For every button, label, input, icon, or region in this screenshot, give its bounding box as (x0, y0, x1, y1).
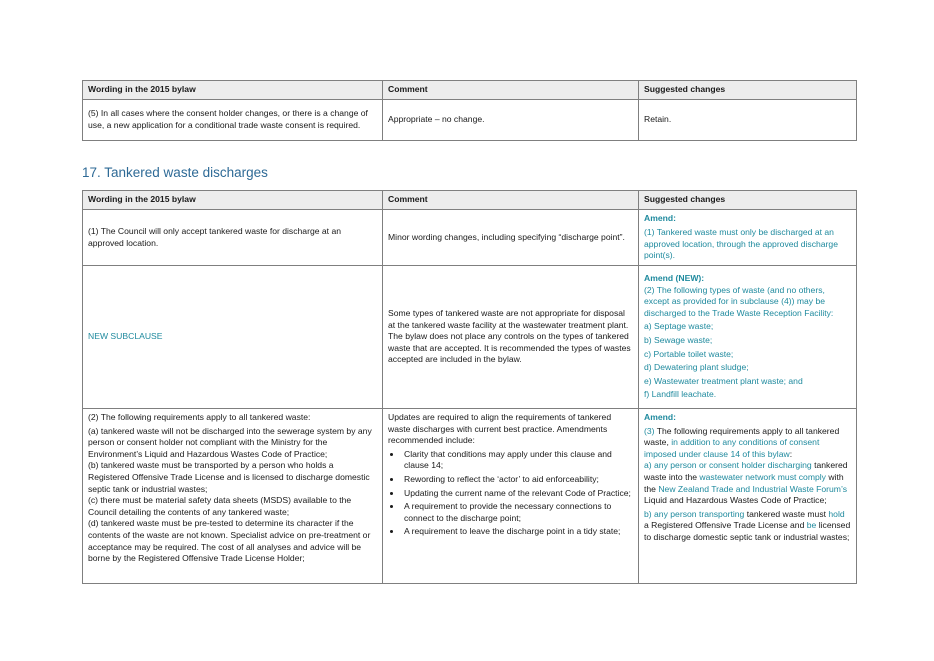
comment-cell: Minor wording changes, including specifying “discharge point”. (383, 210, 639, 266)
table-row (83, 100, 857, 141)
wording-intro: (2) The following requirements apply to all tankered waste: (88, 412, 311, 422)
header-suggested: Suggested changes (639, 81, 857, 100)
wording-item-a: (a) tankered waste will not be discharged into the sewerage system by any person or consent holder not compliant with the Ministry for the Environment’s Liquid and Hazardous Wastes Code of Practice; (88, 425, 372, 459)
amend-label: Amend (NEW): (644, 273, 705, 284)
suggested-cell: Retain. (639, 100, 857, 141)
list-item: • A requirement to leave the discharge point in a tidy state; (402, 526, 633, 538)
comment-bullet-list (388, 449, 633, 538)
list-item: d) Dewatering plant sludge; (644, 362, 749, 373)
amend-label: Amend: (644, 213, 676, 224)
header-wording: Wording in the 2015 bylaw (83, 191, 383, 210)
suggested-text: (1) Tankered waste must only be discharged at an approved location, through the approved discharge point(s). (644, 226, 838, 261)
comment-cell: Appropriate – no change. (383, 100, 639, 141)
list-item: a) Septage waste; (644, 321, 714, 332)
list-item: b) Sewage waste; (644, 335, 713, 345)
header-wording: Wording in the 2015 bylaw (83, 81, 383, 100)
tankered-waste-table (82, 190, 857, 584)
wording-item-c: (c) there must be material safety data sheets (MSDS) available to the Council detailing the contents of any tankered waste; (88, 495, 352, 517)
list-item: f) Landfill leachate. (644, 389, 717, 400)
list-item: • A requirement to provide the necessary connections to connect to the discharge point; (402, 501, 633, 524)
suggested-intro: (3) The following requirements apply to all tankered waste, in addition to any conditions of consent imposed under clause 14 of this bylaw: (644, 425, 840, 459)
suggested-item-b: b) any person transporting tankered waste must hold a Registered Offensive Trade License and be licensed to discharge domestic septic tank or industrial wastes; (644, 508, 851, 542)
wording-cell (83, 409, 383, 584)
suggested-cell (639, 210, 857, 266)
list-item: c) Portable toilet waste; (644, 348, 734, 359)
wording-cell: (1) The Council will only accept tankered waste for discharge at an approved location. (83, 210, 383, 266)
list-item: • Rewording to reflect the ‘actor’ to aid enforceability; (402, 474, 633, 486)
wording-cell: NEW SUBCLAUSE (83, 266, 383, 409)
section-heading: 17. Tankered waste discharges (82, 165, 268, 180)
list-item: • Updating the current name of the relevant Code of Practice; (402, 488, 633, 500)
header-comment: Comment (383, 191, 639, 210)
table-row (83, 409, 857, 584)
suggested-cell (639, 266, 857, 409)
wording-item-b: (b) tankered waste must be transported by a person who holds a Registered Offensive Trade License and is licensed to discharge domestic septic tank or industrial wastes; (88, 460, 370, 494)
suggested-intro: (2) The following types of waste (and no others, except as provided for in subclause (4)) may be discharged to the Trade Waste Reception Facility: (644, 284, 834, 318)
table-row (83, 266, 857, 409)
list-item: • Clarity that conditions may apply under this clause and clause 14; (402, 449, 633, 472)
header-comment: Comment (383, 81, 639, 100)
comment-cell (383, 409, 639, 584)
comment-intro: Updates are required to align the requirements of tankered waste discharges with current best practice. Amendments recommended include: (388, 412, 612, 446)
amend-label: Amend: (644, 412, 676, 422)
list-item: e) Wastewater treatment plant waste; and (644, 375, 803, 386)
suggested-item-a: a) any person or consent holder discharging tankered waste into the wastewater network must comply with the New Zealand Trade and Industrial Waste Forum’s Liquid and Hazardous Wastes Code of Practice; (644, 460, 848, 506)
comment-cell: Some types of tankered waste are not appropriate for disposal at the tankered waste facility at the wastewater treatment plant. The bylaw does not place any controls on the types of tankered waste that are accepted. It is recommended the types of wastes accepted are included in the bylaw. (383, 266, 639, 409)
wording-item-d: (d) tankered waste must be pre-tested to determine its character if the contents of the waste are not known. Specialist advice on pre-treatment or acceptance may be required. The cost of all analyses and advice will be borne by the Registered Offensive Trade License Holder; (88, 518, 371, 564)
consent-table (82, 80, 857, 141)
header-suggested: Suggested changes (639, 191, 857, 210)
table-row (83, 210, 857, 266)
suggested-cell (639, 409, 857, 584)
wording-cell: (5) In all cases where the consent holder changes, or there is a change of use, a new application for a conditional trade waste consent is required. (83, 100, 383, 141)
